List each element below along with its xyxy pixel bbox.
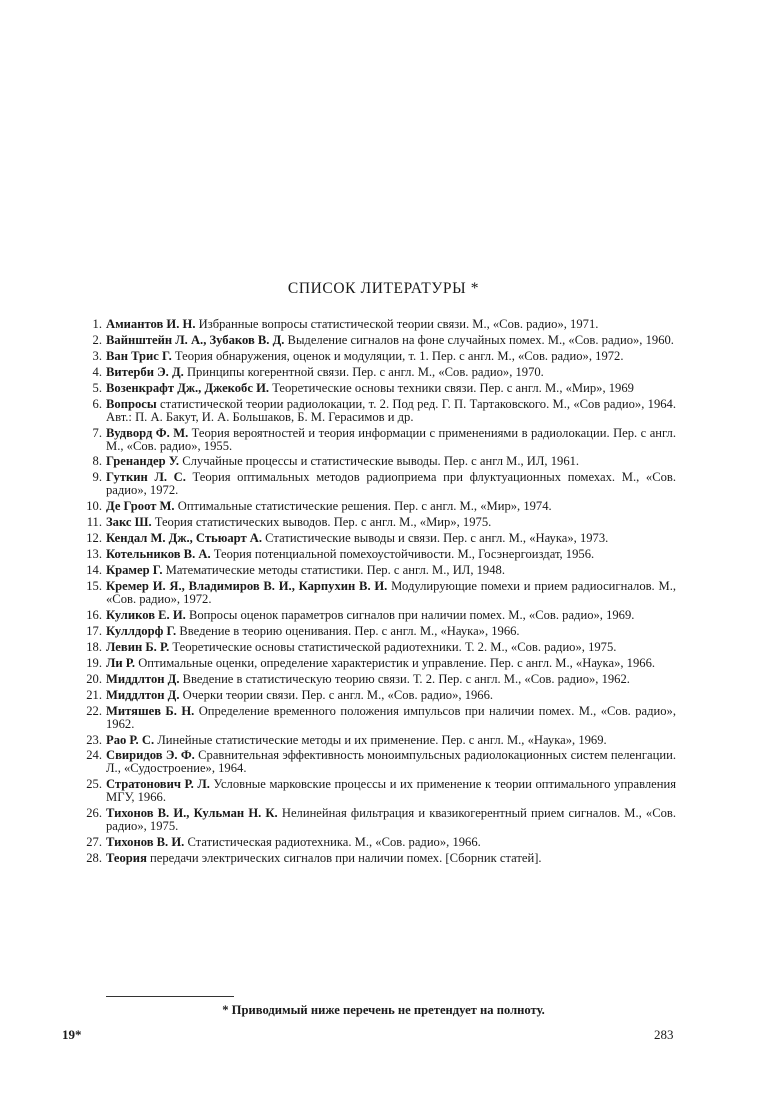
reference-details: Модулирующие помехи и прием радиосигналов. М., «Сов. радио», 1972. (106, 579, 676, 606)
reference-details: Теоретические основы техники связи. Пер. с англ. М., «Мир», 1969 (269, 380, 634, 395)
reference-authors: Возенкрафт Дж., Джекобс И. (106, 380, 270, 395)
reference-text (106, 318, 676, 331)
reference-number: 6. (92, 396, 102, 411)
reference-number: 23. (86, 732, 102, 747)
reference-number: 2. (92, 332, 102, 347)
reference-text (106, 689, 676, 702)
reference-item (78, 609, 676, 622)
reference-item (78, 852, 676, 865)
reference-item (78, 625, 676, 638)
reference-text (106, 705, 676, 731)
reference-details: Теория потенциальной помехоустойчивости. М., Госэнергоиздат, 1956. (210, 547, 595, 562)
reference-item (78, 318, 676, 331)
reference-authors: Теория (106, 850, 147, 865)
reference-item (78, 836, 676, 849)
reference-item (78, 705, 676, 731)
reference-authors: Кендал М. Дж., Стьюарт А. (106, 531, 263, 546)
reference-number: 3. (92, 348, 102, 363)
reference-authors: Закс Ш. (106, 515, 152, 530)
reference-authors: Крамер Г. (106, 563, 163, 578)
reference-details: Теория статистических выводов. Пер. с англ. М., «Мир», 1975. (151, 515, 492, 530)
reference-text (106, 734, 676, 747)
reference-item (78, 749, 676, 775)
reference-number: 27. (86, 835, 102, 850)
reference-number: 16. (86, 607, 102, 622)
reference-authors: Де Гроот М. (106, 499, 175, 514)
reference-authors: Тихонов В. И., Кульман Н. К. (106, 806, 278, 821)
reference-number: 15. (86, 579, 102, 594)
printer-signature: 19* (62, 1027, 82, 1042)
reference-text (106, 852, 676, 865)
reference-authors: Гренандер У. (106, 454, 180, 469)
reference-text (106, 471, 676, 497)
reference-text (106, 657, 676, 670)
reference-authors: Амиантов И. Н. (106, 317, 196, 331)
reference-authors: Вайнштейн Л. А., Зубаков В. Д. (106, 332, 285, 347)
reference-authors: Свиридов Э. Ф. (106, 748, 195, 763)
reference-details: статистической теории радиолокации, т. 2. Под ред. Г. П. Тартаковского. М., «Сов радио», 1964. Авт.: П. А. Бакут, И. А. Большаков, Б. М. Герасимов и др. (106, 396, 676, 424)
reference-number: 1. (92, 317, 102, 331)
reference-details: Вопросы оценок параметров сигналов при наличии помех. М., «Сов. радио», 1969. (185, 607, 635, 622)
reference-details: Сравнительная эффективность моноимпульсных радиолокационных систем пеленгации. Л., «Судостроение», 1964. (106, 748, 676, 776)
reference-number: 19. (86, 655, 102, 670)
reference-text (106, 516, 676, 529)
reference-authors: Рао Р. С. (106, 732, 155, 747)
reference-text (106, 427, 676, 453)
footnote-divider (106, 996, 234, 997)
reference-details: Статистические выводы и связи. Пер. с англ. М., «Наука», 1973. (262, 531, 609, 546)
reference-authors: Куликов Е. И. (106, 607, 186, 622)
reference-item (78, 350, 676, 363)
reference-number: 17. (86, 623, 102, 638)
reference-details: Статистическая радиотехника. М., «Сов. радио», 1966. (184, 835, 481, 850)
reference-text (106, 564, 676, 577)
reference-authors: Витерби Э. Д. (106, 364, 184, 379)
reference-number: 9. (92, 470, 102, 485)
reference-details: Нелинейная фильтрация и квазикогерентный прием сигналов. М., «Сов. радио», 1975. (106, 806, 676, 834)
reference-authors: Митяшев Б. Н. (106, 703, 195, 718)
reference-details: Оптимальные статистические решения. Пер. с англ. М., «Мир», 1974. (174, 499, 552, 514)
reference-item (78, 657, 676, 670)
reference-text (106, 673, 676, 686)
reference-item (78, 334, 676, 347)
reference-details: Теория оптимальных методов радиоприема при флуктуационных помехах. М., «Сов. радио», 1972. (106, 470, 676, 498)
reference-number: 4. (92, 364, 102, 379)
reference-text (106, 778, 676, 804)
reference-details: Принципы когерентной связи. Пер. с англ. М., «Сов. радио», 1970. (183, 364, 544, 379)
reference-number: 13. (86, 547, 102, 562)
reference-details: Оптимальные оценки, определение характеристик и управление. Пер. с англ. М., «Наука», 1966. (135, 655, 656, 670)
reference-authors: Вудворд Ф. М. (106, 425, 189, 440)
reference-authors: Тихонов В. И. (106, 835, 185, 850)
reference-number: 21. (86, 687, 102, 702)
reference-authors: Гуткин Л. С. (106, 470, 186, 485)
reference-text (106, 749, 676, 775)
reference-number: 10. (86, 499, 102, 514)
page-title: СПИСОК ЛИТЕРАТУРЫ * (287, 280, 480, 297)
reference-item (78, 778, 676, 804)
reference-authors: Ли Р. (106, 655, 136, 670)
reference-item (78, 516, 676, 529)
reference-authors: Миддлтон Д. (106, 671, 180, 686)
reference-item (78, 734, 676, 747)
reference-item (78, 564, 676, 577)
reference-text (106, 641, 676, 654)
reference-number: 24. (86, 748, 102, 763)
reference-details: Избранные вопросы статистической теории связи. М., «Сов. радио», 1971. (195, 317, 599, 331)
reference-item (78, 382, 676, 395)
reference-details: Условные марковские процессы и их применение к теории оптимального управления МГУ, 1966. (106, 777, 676, 805)
reference-number: 14. (86, 563, 102, 578)
reference-number: 7. (92, 425, 102, 440)
reference-authors: Вопросы (106, 396, 157, 411)
reference-item (78, 500, 676, 513)
reference-text (106, 350, 676, 363)
reference-authors: Кремер И. Я., Владимиров В. И., Карпухин В. И. (106, 579, 388, 594)
reference-item (78, 532, 676, 545)
reference-details: Теория обнаружения, оценок и модуляции, т. 1. Пер. с англ. М., «Сов. радио», 1972. (171, 348, 624, 363)
reference-text (106, 382, 676, 395)
reference-number: 12. (86, 531, 102, 546)
reference-details: Введение в статистическую теорию связи. Т. 2. Пер. с англ. М., «Сов. радио», 1962. (179, 671, 630, 686)
reference-details: Теория вероятностей и теория информации с применениями в радиолокации. Пер. с англ. М., «Сов. радио», 1955. (106, 425, 676, 453)
reference-details: Линейные статистические методы и их применение. Пер. с англ. М., «Наука», 1969. (154, 732, 607, 747)
reference-details: Теоретические основы статистической радиотехники. Т. 2. М., «Сов. радио», 1975. (169, 639, 617, 654)
reference-text (106, 500, 676, 513)
reference-authors: Миддлтон Д. (106, 687, 180, 702)
reference-number: 20. (86, 671, 102, 686)
reference-details: Случайные процессы и статистические выводы. Пер. с англ М., ИЛ, 1961. (179, 454, 580, 469)
reference-text (106, 609, 676, 622)
reference-number: 26. (86, 806, 102, 821)
reference-item (78, 689, 676, 702)
reference-item (78, 398, 676, 424)
reference-details: Математические методы статистики. Пер. с англ. М., ИЛ, 1948. (162, 563, 505, 578)
reference-authors: Ван Трис Г. (106, 348, 172, 363)
reference-authors: Стратонович Р. Л. (106, 777, 210, 792)
reference-number: 5. (92, 380, 102, 395)
reference-text (106, 807, 676, 833)
reference-text (106, 455, 676, 468)
reference-item (78, 455, 676, 468)
reference-authors: Котельников В. А. (106, 547, 211, 562)
reference-text (106, 366, 676, 379)
reference-number: 11. (86, 515, 102, 530)
page-number: 283 (654, 1027, 674, 1042)
reference-item (78, 641, 676, 654)
footnote: * Приводимый ниже перечень не претендует на полноту. (222, 1003, 545, 1017)
reference-number: 22. (86, 703, 102, 718)
reference-item (78, 580, 676, 606)
reference-number: 28. (86, 850, 102, 865)
reference-item (78, 548, 676, 561)
reference-item (78, 471, 676, 497)
reference-item (78, 427, 676, 453)
reference-item (78, 673, 676, 686)
reference-text (106, 532, 676, 545)
reference-text (106, 836, 676, 849)
reference-details: Выделение сигналов на фоне случайных помех. М., «Сов. радио», 1960. (284, 332, 674, 347)
reference-list (78, 318, 676, 868)
reference-details: передачи электрических сигналов при наличии помех. [Сборник статей]. (146, 850, 542, 865)
reference-authors: Куллдорф Г. (106, 623, 177, 638)
reference-text (106, 398, 676, 424)
reference-text (106, 625, 676, 638)
reference-item (78, 807, 676, 833)
reference-details: Определение временного положения импульсов при наличии помех. М., «Сов. радио», 1962. (106, 703, 676, 731)
reference-number: 8. (92, 454, 102, 469)
reference-number: 25. (86, 777, 102, 792)
reference-details: Очерки теории связи. Пер. с англ. М., «Сов. радио», 1966. (179, 687, 494, 702)
reference-item (78, 366, 676, 379)
reference-authors: Левин Б. Р. (106, 639, 170, 654)
reference-text (106, 334, 676, 347)
reference-text (106, 580, 676, 606)
reference-details: Введение в теорию оценивания. Пер. с англ. М., «Наука», 1966. (176, 623, 520, 638)
reference-text (106, 548, 676, 561)
reference-number: 18. (86, 639, 102, 654)
